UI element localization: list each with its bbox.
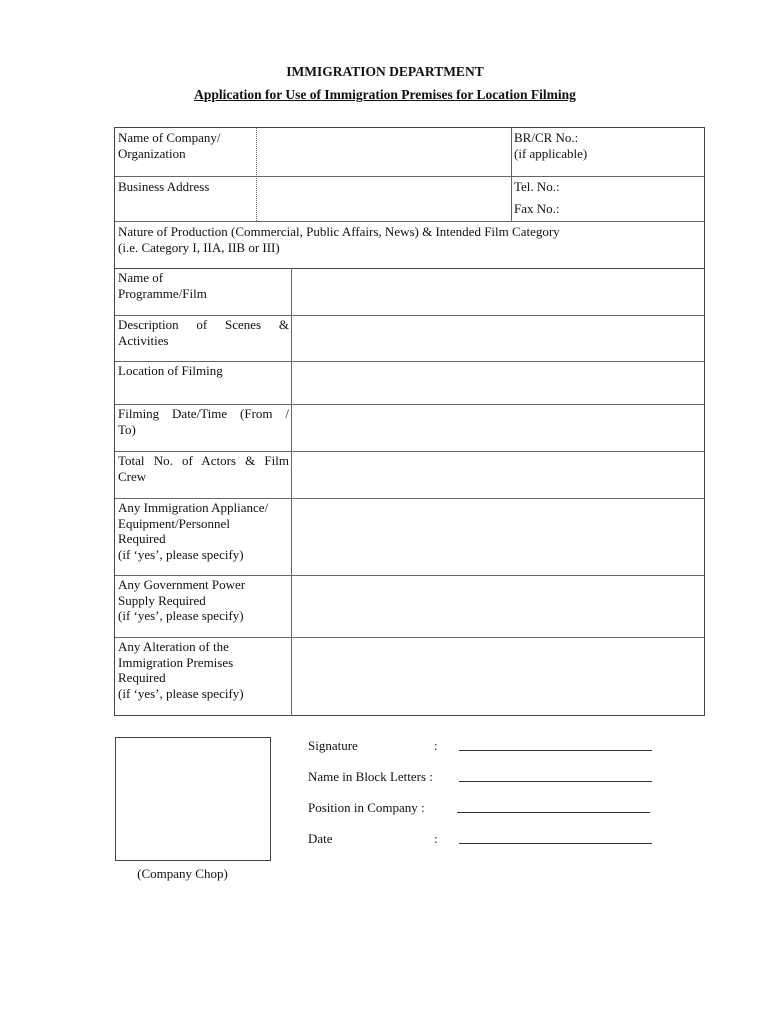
fax-number-label: Fax No.: [514, 201, 560, 216]
label-line: Location of Filming [118, 363, 223, 378]
position-line[interactable] [457, 812, 650, 813]
nature-of-production-label [115, 222, 705, 255]
filming-date-time-field[interactable] [292, 405, 705, 451]
government-power-supply-field[interactable] [292, 576, 705, 637]
tel-number-label: Tel. No.: [514, 179, 560, 194]
premises-alteration-label [115, 637, 292, 701]
company-chop-box[interactable] [115, 737, 271, 861]
filming-date-time-label [115, 404, 292, 437]
label-line: (i.e. Category I, IIA, IIB or III) [118, 239, 280, 255]
label-line: (if applicable) [514, 145, 588, 161]
label-line: Supply Required [118, 592, 206, 608]
label-line: BR/CR No.: [514, 130, 579, 145]
label-line: Filming Date/Time (From / [118, 406, 289, 421]
scenes-description-label [115, 315, 292, 348]
label-line: Any Alteration of the [118, 639, 229, 654]
company-name-label [115, 128, 256, 161]
label-line: Total No. of Actors & Film [118, 453, 289, 468]
signature-label: Signature [308, 738, 358, 753]
label-line: Name of Company/ [118, 130, 221, 145]
business-address-field[interactable] [257, 177, 511, 221]
label-line: Equipment/Personnel [118, 515, 230, 531]
label-line: Description of Scenes & [118, 317, 289, 332]
date-colon: : [434, 831, 438, 846]
label-line: Required [118, 531, 166, 546]
filming-location-label [115, 361, 292, 379]
label-line: Immigration Premises [118, 654, 234, 670]
block-letters-name-line[interactable] [459, 781, 652, 782]
label-line: Required [118, 670, 166, 685]
block-letters-name-label: Name in Block Letters : [308, 769, 433, 784]
actors-crew-count-label [115, 451, 292, 484]
label-line: Organization [118, 145, 186, 161]
label-line: (if ‘yes’, please specify) [118, 608, 244, 623]
label-line: Crew [118, 468, 147, 484]
label-line: To) [118, 421, 136, 437]
label-line: (if ‘yes’, please specify) [118, 546, 244, 562]
label-line: Any Immigration Appliance/ [118, 500, 269, 515]
label-line: Name of [118, 270, 164, 285]
label-line: (if ‘yes’, please specify) [118, 685, 244, 701]
business-address-label: Business Address [118, 179, 210, 194]
actors-crew-count-field[interactable] [292, 452, 705, 498]
date-label: Date [308, 831, 333, 846]
signature-line[interactable] [459, 750, 652, 751]
programme-details-section [114, 268, 705, 716]
department-heading: IMMIGRATION DEPARTMENT [286, 64, 484, 79]
position-label: Position in Company : [308, 800, 425, 815]
br-cr-number-label [511, 128, 705, 161]
label-line: Activities [118, 332, 169, 348]
company-name-field[interactable] [257, 128, 511, 176]
programme-name-field[interactable] [292, 268, 705, 315]
company-info-section [114, 127, 705, 269]
premises-alteration-field[interactable] [292, 638, 705, 716]
programme-name-label [115, 268, 292, 301]
company-chop-label: (Company Chop) [137, 866, 228, 881]
immigration-equipment-field[interactable] [292, 499, 705, 575]
signature-colon: : [434, 738, 438, 753]
label-line: Any Government Power [118, 577, 246, 592]
scenes-description-field[interactable] [292, 316, 705, 361]
date-line[interactable] [459, 843, 652, 844]
label-line: Programme/Film [118, 285, 207, 301]
government-power-supply-label [115, 575, 292, 624]
form-title: Application for Use of Immigration Premises for Location Filming [194, 87, 576, 102]
label-line: Nature of Production (Commercial, Public Affairs, News) & Intended Film Category [118, 224, 560, 239]
immigration-equipment-label [115, 498, 292, 562]
filming-location-field[interactable] [292, 362, 705, 404]
